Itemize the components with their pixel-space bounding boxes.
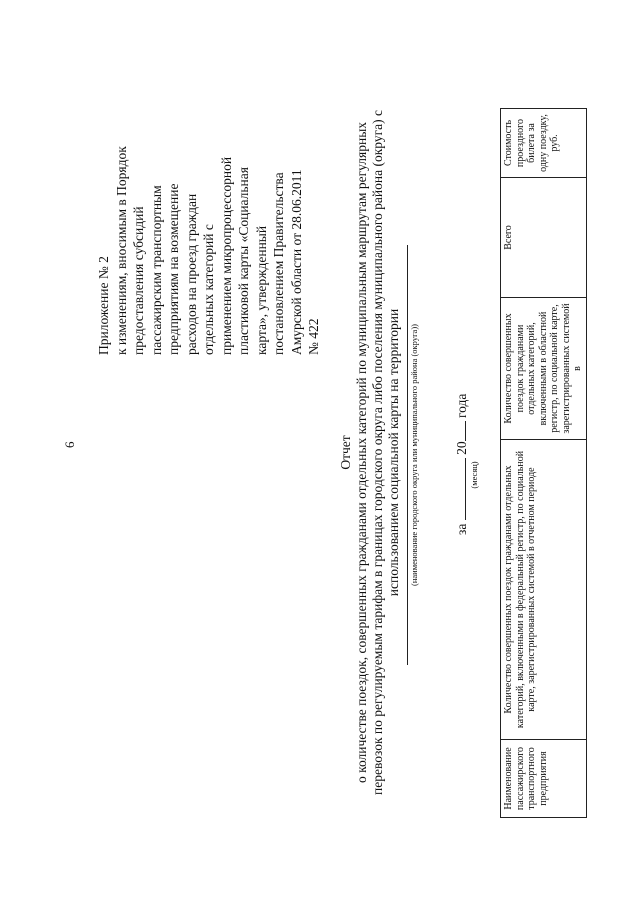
table-header-cell: Количество совершенных поездок гражданами отдельных категорий, включенными в областной регистр, по социальной карте, зарегистрированных системой в [501,298,587,440]
table-header-row [501,109,587,818]
page-number: 6 [62,441,77,448]
report-period [452,335,470,535]
appendix-line: Приложение № 2 [96,256,111,355]
period-prefix: за [454,523,469,535]
table-header-cell: Стоимость проездного билета за одну поездку, руб. [501,109,587,178]
report-table [500,108,587,818]
report-subtitle-line: о количестве поездок, совершенных гражданами отдельных категорий по муниципальным маршрутам регулярных [354,121,369,784]
appendix-line: расходов на проезд граждан [183,193,199,355]
appendix-line: постановлением Правительства [271,172,286,355]
report-subtitle-line: перевозок по регулируемым тарифам в границах городского округа либо поселения муниципального района (округа) с [370,110,385,795]
appendix-line: к изменениям, вносимым в Порядок [113,146,129,355]
period-suffix: года [454,393,469,419]
appendix-block [95,35,323,355]
appendix-line: Амурской области от 28.06.2011 [288,169,304,355]
appendix-line: пассажирским транспортным [148,185,164,355]
appendix-line: предприятиям на возмещение [166,183,181,355]
table-header-cell: Наименование пассажирского транспортного предприятия [501,740,587,818]
table-header-cell: Всего [501,178,587,298]
year-blank [452,421,466,441]
report-subtitle-line: использованием социальной карты на территории [386,308,401,597]
appendix-line: применением микропроцессорной [218,156,234,355]
month-caption: (месяц) [469,461,479,489]
territory-caption: (наименование городского округа или муниципального района (округа)) [409,324,419,586]
table-header-cell: Количество совершенных поездок гражданами отдельных категорий, включенными в федеральный регистр, по социальной карте, зарегистрированных системой в отчетном периоде [501,440,587,740]
report-title-block [338,0,402,905]
appendix-line: № 422 [306,318,321,355]
territory-underline [407,245,408,665]
appendix-line: пластиковой карты «Социальная [236,167,251,355]
appendix-line: предоставления субсидий [131,206,146,355]
month-blank [452,458,466,520]
appendix-line: карта», утвержденный [253,225,269,355]
appendix-line: отдельных категорий с [201,224,216,355]
report-title: Отчет [338,435,353,470]
period-year-prefix: 20 [454,441,469,455]
